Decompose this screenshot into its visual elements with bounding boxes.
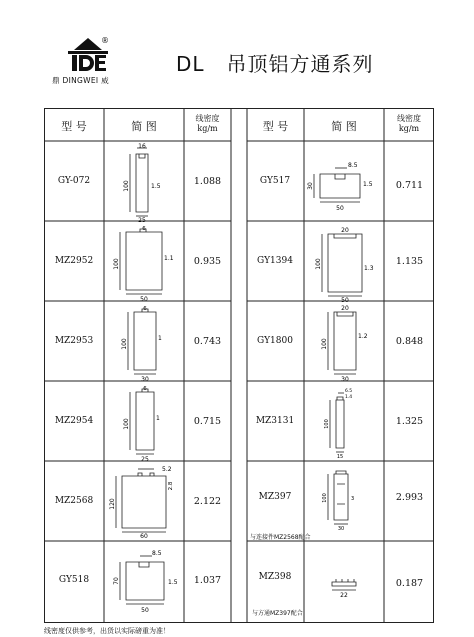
svg-text:100: 100 [324,419,330,429]
svg-text:1: 1 [158,335,162,342]
svg-text:1.2: 1.2 [358,333,368,340]
density-mz2953: 0.743 [193,336,222,347]
svg-text:16: 16 [138,143,146,150]
svg-text:1.5: 1.5 [168,579,178,586]
profile-drawing-mz397 [306,464,382,530]
svg-text:50: 50 [140,296,148,303]
model-mz3131: MZ3131 [255,416,295,426]
svg-text:70: 70 [113,577,120,585]
header-model-left: 型 号 [61,120,87,133]
svg-text:30: 30 [337,526,345,532]
profile-drawing-mz2952 [106,224,182,303]
svg-text:1.5: 1.5 [363,181,373,188]
model-gy518: GY518 [58,575,90,585]
svg-text:1.3: 1.3 [364,265,374,272]
profile-table [44,108,434,623]
density-mz397: 2.993 [395,492,424,503]
profile-drawing-mz2953 [106,304,182,383]
density-mz2952: 0.935 [193,256,222,267]
profile-drawing-mz398 [306,544,382,604]
brand-name: 鼎 DINGWEI 威 [52,76,109,85]
svg-text:1.4: 1.4 [345,395,353,400]
model-gy-072: GY-072 [57,176,91,186]
svg-text:30: 30 [307,182,314,190]
svg-text:50: 50 [141,607,149,614]
density-gy518: 1.037 [193,575,222,586]
svg-text:1.5: 1.5 [151,183,161,190]
svg-text:6: 6 [143,306,147,312]
model-mz2954: MZ2954 [54,416,94,426]
registered-mark: ® [101,36,109,45]
density-mz2954: 0.715 [193,416,222,427]
svg-text:100: 100 [123,418,130,430]
note-mz398: 与方通MZ397配合 [252,610,303,617]
svg-text:50: 50 [336,205,344,212]
svg-text:8.5: 8.5 [348,162,358,169]
svg-text:20: 20 [341,227,349,234]
density-mz398: 0.187 [395,578,424,589]
svg-text:100: 100 [321,338,328,350]
model-mz2568: MZ2568 [54,496,94,506]
profile-drawing-gy518 [106,544,182,620]
svg-text:20: 20 [341,305,349,312]
svg-text:100: 100 [113,258,120,270]
density-mz2568: 2.122 [193,496,222,507]
model-gy1394: GY1394 [257,256,293,266]
svg-text:100: 100 [121,338,128,350]
profile-drawing-mz2954 [106,384,182,463]
svg-text:1: 1 [156,415,160,422]
profile-drawing-gy-072 [106,143,182,224]
svg-text:30: 30 [141,376,149,383]
footer-note: 线密度仅供参考，出货以实际磅重为准！ [44,627,170,635]
profile-drawing-mz2568 [106,464,182,540]
model-gy1800: GY1800 [257,336,293,346]
profile-drawing-gy1800 [306,304,382,383]
profile-drawing-gy1394 [306,224,382,304]
model-mz2952: MZ2952 [54,256,94,266]
note-mz397: 与连接件MZ2568配合 [250,534,311,541]
header-density-left: 线密度 kg/m [195,114,220,133]
svg-text:30: 30 [341,376,349,383]
header-diagram-right: 简 图 [331,120,357,133]
svg-text:60: 60 [140,533,148,540]
svg-text:22: 22 [340,592,348,599]
density-gy1394: 1.135 [395,256,424,267]
model-gy517: GY517 [259,176,291,186]
svg-text:100: 100 [123,180,130,192]
profile-drawing-mz3131 [306,384,382,460]
svg-text:120: 120 [109,498,116,510]
header-model-right: 型 号 [262,120,289,133]
svg-text:2.8: 2.8 [168,481,174,491]
svg-text:100: 100 [315,258,322,270]
density-gy-072: 1.088 [193,176,222,187]
model-mz2953: MZ2953 [54,336,94,346]
model-mz398: MZ398 [258,572,292,582]
svg-text:25: 25 [141,456,149,463]
svg-text:15: 15 [336,454,344,460]
svg-text:8.5: 8.5 [152,550,162,557]
density-gy517: 0.711 [395,180,424,191]
model-mz397: MZ397 [258,492,292,502]
svg-text:5.2: 5.2 [162,466,172,473]
svg-text:100: 100 [322,493,328,503]
profile-drawing-gy517 [306,144,382,220]
svg-text:50: 50 [341,297,349,304]
density-mz3131: 1.325 [395,416,424,427]
svg-text:6: 6 [142,226,146,232]
header-diagram-left: 简 图 [131,120,157,133]
header-density-right: 线密度 kg/m [397,114,421,133]
svg-text:3: 3 [351,496,355,502]
page-title: DL 吊顶铝方通系列 [176,52,374,76]
svg-text:1.1: 1.1 [164,255,174,262]
svg-text:6.5: 6.5 [345,389,353,394]
density-gy1800: 0.848 [395,336,424,347]
svg-text:25: 25 [138,217,146,224]
svg-text:6: 6 [143,386,147,392]
